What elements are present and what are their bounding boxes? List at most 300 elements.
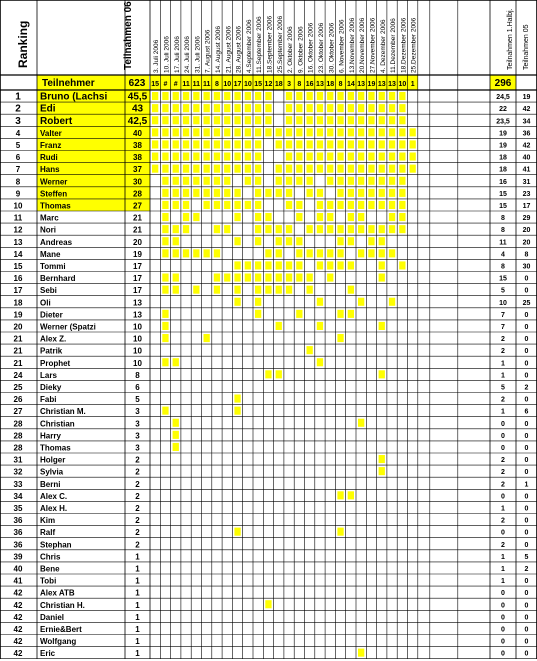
attendance-mark — [296, 249, 302, 257]
attendance-mark — [379, 249, 385, 257]
attendance-mark — [276, 177, 282, 185]
attendance-mark — [162, 189, 168, 197]
attendance-mark — [317, 358, 323, 366]
attendance-mark — [162, 177, 168, 185]
attendance-mark — [337, 201, 343, 209]
attendance-mark — [389, 128, 395, 136]
session-count: # — [163, 81, 168, 88]
date-header: 3. Juli 2006 — [153, 39, 161, 73]
half-year-count: 0 — [501, 614, 505, 622]
prev-year-count: 31 — [522, 178, 531, 186]
attendance-mark — [348, 92, 354, 100]
attendance-mark — [234, 104, 240, 112]
attendance-mark — [379, 261, 385, 269]
half-year-count: 1 — [501, 553, 505, 561]
attendance-mark — [265, 128, 271, 136]
participant-name: Chris — [40, 552, 61, 562]
attendance-mark — [317, 104, 323, 112]
ranking-column-header: Ranking — [16, 20, 30, 68]
attendance-mark — [152, 165, 158, 173]
prev-year-count: 0 — [524, 626, 529, 634]
rank-cell: 25 — [13, 383, 23, 392]
half-year-count: 1 — [501, 360, 505, 368]
session-count: 19 — [367, 81, 376, 88]
attendance-mark — [162, 104, 168, 112]
attendance-mark — [183, 140, 189, 148]
attendance-mark — [265, 225, 271, 233]
attendance-mark — [389, 298, 395, 306]
participant-name: Daniel — [40, 612, 65, 622]
prev-year-count: 0 — [524, 396, 529, 404]
attendance-mark — [348, 140, 354, 148]
attendance-mark — [399, 213, 405, 221]
attendance-mark — [152, 92, 158, 100]
attendance-count: 8 — [135, 370, 140, 380]
attendance-mark — [234, 395, 240, 403]
attendance-mark — [368, 225, 374, 233]
attendance-mark — [368, 128, 374, 136]
attendance-mark — [327, 249, 333, 257]
attendance-mark — [193, 177, 199, 185]
rank-cell: 26 — [13, 395, 23, 405]
attendance-mark — [317, 249, 323, 257]
attendance-mark — [379, 140, 385, 148]
attendance-mark — [379, 153, 385, 161]
prev-year-count: 19 — [522, 94, 531, 102]
rank-cell: 21 — [13, 346, 23, 356]
attendance-mark — [296, 104, 302, 112]
prev-year-count: 0 — [524, 275, 529, 283]
participant-name: Werner — [40, 177, 68, 187]
attendance-mark — [379, 237, 385, 245]
attendance-mark — [296, 128, 302, 136]
attendance-mark — [204, 201, 210, 209]
attendance-mark — [173, 92, 179, 100]
attendance-mark — [296, 261, 302, 269]
attendance-mark — [379, 189, 385, 197]
attendance-mark — [152, 104, 158, 112]
attendance-mark — [307, 92, 313, 100]
attendance-mark — [317, 213, 323, 221]
half-year-count: 0 — [501, 638, 505, 646]
attendance-count: 3 — [135, 443, 140, 453]
attendance-mark — [286, 104, 292, 112]
attendance-mark — [224, 92, 230, 100]
attendance-count: 3 — [135, 431, 140, 441]
rank-cell: 2 — [15, 103, 21, 115]
attendance-mark — [265, 261, 271, 269]
attendance-mark — [183, 165, 189, 173]
rank-cell: 28 — [13, 443, 23, 453]
session-count: 13 — [316, 81, 324, 88]
prev-year-count: 0 — [524, 529, 529, 537]
date-header: 6. November 2006 — [338, 19, 346, 73]
attendance-mark — [162, 322, 168, 330]
half-year-count: 2 — [501, 457, 505, 465]
date-header: 27.November 2006 — [369, 17, 377, 73]
attendance-count: 1 — [135, 649, 140, 659]
attendance-mark — [399, 116, 405, 124]
rank-cell: 42 — [13, 612, 23, 622]
prev-year-count: 2 — [524, 566, 529, 573]
participant-name: Ernie&Bert — [40, 625, 82, 634]
attendance-mark — [399, 128, 405, 136]
prev-year-count: 8 — [524, 251, 529, 259]
attendance-mark — [204, 140, 210, 148]
half-year-count: 19 — [499, 142, 507, 150]
attendance-mark — [162, 153, 168, 161]
attendance-mark — [245, 201, 251, 209]
attendance-mark — [234, 237, 240, 245]
attendance-mark — [379, 128, 385, 136]
attendance-mark — [307, 274, 313, 282]
attendance-mark — [327, 165, 333, 173]
attendance-mark — [399, 153, 405, 161]
attendance-mark — [276, 370, 282, 378]
prev-year-count: 0 — [524, 420, 529, 428]
participant-name: Alex ATB — [40, 588, 75, 598]
date-header: 23. Oktober 2006 — [317, 22, 325, 73]
attendance-mark — [204, 334, 210, 342]
attendance-mark — [379, 165, 385, 173]
half-year-count: 18 — [499, 166, 507, 174]
half-year-count: 2 — [501, 517, 505, 525]
attendance-mark — [214, 128, 220, 136]
attendance-mark — [234, 274, 240, 282]
attendance-mark — [327, 177, 333, 185]
attendance-mark — [224, 140, 230, 148]
rank-cell: 35 — [13, 504, 23, 513]
attendance-mark — [162, 165, 168, 173]
half-year-count: 4 — [501, 251, 505, 259]
attendance-mark — [348, 104, 354, 112]
attendance-mark — [368, 92, 374, 100]
attendance-mark — [193, 189, 199, 197]
attendance-mark — [368, 237, 374, 245]
half-year-count: 1 — [501, 408, 505, 416]
attendance-mark — [399, 165, 405, 173]
attendance-mark — [245, 177, 251, 185]
attendance-mark — [204, 165, 210, 173]
prev-year-count: 0 — [524, 602, 529, 610]
participant-name: Fabi — [40, 395, 57, 405]
attendance-mark — [286, 116, 292, 124]
attendance-mark — [173, 153, 179, 161]
participant-name: Mane — [40, 249, 61, 259]
date-header: 21. August 2006 — [225, 26, 233, 73]
attendance-mark — [224, 153, 230, 161]
attendance-mark — [410, 165, 416, 173]
attendance-mark — [276, 274, 282, 282]
attendance-mark — [162, 128, 168, 136]
attendance-mark — [193, 286, 199, 294]
attendance-count: 2 — [135, 528, 140, 538]
attendance-mark — [286, 261, 292, 269]
attendance-count: 19 — [133, 249, 142, 259]
participant-name: Prophet — [40, 358, 71, 368]
attendance-mark — [276, 189, 282, 197]
rank-cell: 1 — [15, 91, 21, 103]
attendance-mark — [379, 116, 385, 124]
attendance-mark — [317, 128, 323, 136]
attendance-mark — [368, 249, 374, 257]
rank-cell: 40 — [13, 564, 23, 574]
attendance-mark — [162, 140, 168, 148]
rank-cell: 7 — [15, 165, 21, 175]
prev-year-count: 0 — [524, 614, 529, 622]
prev-year-count: 0 — [524, 445, 529, 452]
attendance-mark — [379, 225, 385, 233]
participant-name: Alex H. — [40, 504, 68, 513]
attendance-mark — [317, 261, 323, 269]
attendance-count: 1 — [135, 637, 140, 647]
attendance-mark — [265, 274, 271, 282]
session-count: 11 — [192, 81, 201, 88]
prev-year-count: 42 — [522, 142, 531, 150]
attendance-mark — [265, 370, 271, 378]
session-count: 11 — [182, 81, 190, 88]
attendance-count: 38 — [133, 141, 142, 150]
attendance-mark — [379, 201, 385, 209]
attendance-mark — [286, 177, 292, 185]
attendance-mark — [234, 153, 240, 161]
prev-year-count: 0 — [524, 324, 529, 331]
attendance-mark — [162, 286, 168, 294]
attendance-mark — [204, 249, 210, 257]
attendance-mark — [337, 177, 343, 185]
attendance-mark — [162, 249, 168, 257]
prev-year-count: 0 — [524, 650, 529, 658]
attendance-mark — [183, 213, 189, 221]
participant-name: Alex C. — [40, 491, 68, 501]
attendance-mark — [358, 128, 364, 136]
participant-name: Marc — [40, 213, 59, 223]
attendance-mark — [399, 225, 405, 233]
attendance-mark — [255, 140, 261, 148]
rank-cell: 21 — [13, 358, 23, 368]
attendance-mark — [368, 189, 374, 197]
attendance-mark — [234, 213, 240, 221]
prev-year-count: 25 — [522, 299, 531, 307]
attendance-mark — [162, 358, 168, 366]
attendance-mark — [358, 213, 364, 221]
attendance-count: 10 — [133, 322, 142, 332]
attendance-mark — [296, 213, 302, 221]
date-header: 18.Dezember 2006 — [400, 17, 408, 73]
attendance-mark — [348, 177, 354, 185]
attendance-mark — [307, 286, 313, 294]
attendance-mark — [296, 237, 302, 245]
attendance-mark — [389, 201, 395, 209]
attendance-mark — [389, 225, 395, 233]
attendance-mark — [327, 213, 333, 221]
attendance-mark — [162, 92, 168, 100]
participant-name: Lars — [40, 370, 57, 380]
attendance-mark — [327, 153, 333, 161]
attendance-mark — [173, 165, 179, 173]
session-count: 11 — [202, 81, 211, 88]
attendance-mark — [348, 286, 354, 294]
rank-cell: 12 — [13, 225, 23, 235]
date-header: 4.September 2006 — [245, 19, 253, 73]
attendance-mark — [348, 189, 354, 197]
attendance-mark — [389, 140, 395, 148]
attendance-mark — [337, 189, 343, 197]
date-header: 11.Dezember 2006 — [390, 18, 398, 73]
attendance-count: 1 — [135, 564, 140, 574]
attendance-mark — [399, 177, 405, 185]
half-year-column-header: Teilnahmen 1.Halbj. — [507, 8, 514, 70]
session-count: 14 — [346, 81, 355, 88]
attendance-mark — [214, 116, 220, 124]
attendance-count: 43 — [131, 103, 144, 115]
attendance-mark — [276, 286, 282, 294]
attendance-mark — [255, 310, 261, 318]
session-count: 10 — [223, 81, 232, 88]
participant-name: Alex Z. — [40, 334, 67, 344]
rank-cell: 21 — [13, 334, 23, 344]
attendance-mark — [317, 140, 323, 148]
attendance-count: 10 — [133, 346, 142, 356]
attendance-mark — [337, 310, 343, 318]
attendance-mark — [379, 322, 385, 330]
attendance-mark — [379, 455, 385, 463]
half-year-count: 18 — [499, 154, 507, 162]
attendance-mark — [368, 165, 374, 173]
attendance-mark — [348, 116, 354, 124]
attendance-mark — [173, 104, 179, 112]
session-count: 8 — [338, 81, 343, 88]
half-year-count: 7 — [501, 311, 505, 319]
attendance-mark — [307, 104, 313, 112]
attendance-mark — [358, 177, 364, 185]
attendance-mark — [358, 140, 364, 148]
attendance-mark — [234, 407, 240, 415]
rank-cell: 4 — [15, 128, 21, 138]
attendance-mark — [348, 491, 354, 499]
half-year-count: 0 — [501, 529, 505, 537]
attendance-mark — [358, 92, 364, 100]
attendance-mark — [296, 165, 302, 173]
attendance-mark — [183, 177, 189, 185]
session-count: 16 — [305, 81, 314, 88]
attendance-mark — [327, 128, 333, 136]
attendance-mark — [358, 104, 364, 112]
attendance-mark — [348, 165, 354, 173]
rank-cell: 42 — [13, 649, 23, 659]
attendance-mark — [317, 298, 323, 306]
rank-cell: 11 — [13, 213, 23, 223]
attendance-mark — [286, 128, 292, 136]
session-count: 8 — [214, 81, 219, 88]
attendance-mark — [245, 92, 251, 100]
attendance-mark — [204, 189, 210, 197]
attendance-mark — [183, 249, 189, 257]
attendance-mark — [255, 225, 261, 233]
attendance-mark — [296, 274, 302, 282]
half-year-count: 0 — [501, 420, 505, 428]
rank-cell: 13 — [13, 237, 23, 247]
attendance-mark — [204, 116, 210, 124]
rank-cell: 36 — [13, 540, 23, 550]
attendance-mark — [245, 261, 251, 269]
attendance-mark — [173, 286, 179, 294]
attendance-count: 42,5 — [127, 115, 148, 127]
attendance-mark — [183, 128, 189, 136]
attendance-mark — [286, 92, 292, 100]
attendance-mark — [224, 116, 230, 124]
attendance-mark — [204, 153, 210, 161]
attendance-mark — [296, 140, 302, 148]
participant-name: Holger — [40, 455, 66, 465]
attendance-mark — [358, 249, 364, 257]
attendance-mark — [337, 249, 343, 257]
attendance-mark — [214, 104, 220, 112]
attendance-count: 2 — [135, 455, 140, 465]
attendance-mark — [234, 298, 240, 306]
participant-name: Christian H. — [40, 600, 85, 610]
attendance-count: 6 — [135, 383, 140, 392]
attendance-mark — [337, 92, 343, 100]
attendance-mark — [399, 261, 405, 269]
attendance-mark — [245, 165, 251, 173]
prev-year-count: 0 — [524, 432, 529, 440]
attendance-mark — [389, 189, 395, 197]
attendance-mark — [162, 213, 168, 221]
attendance-count: 1 — [135, 552, 140, 562]
attendance-mark — [255, 165, 261, 173]
attendance-count: 1 — [135, 612, 140, 622]
attendance-mark — [337, 104, 343, 112]
attendance-mark — [276, 261, 282, 269]
attendance-mark — [234, 116, 240, 124]
participant-name: Ralf — [40, 528, 56, 538]
date-header: 18.September 2006 — [266, 15, 274, 73]
attendance-mark — [358, 298, 364, 306]
attendance-mark — [152, 153, 158, 161]
attendance-count: 2 — [135, 491, 140, 501]
half-year-count: 5 — [501, 384, 505, 392]
attendance-mark — [234, 189, 240, 197]
attendance-count: 20 — [133, 237, 142, 247]
attendance-mark — [337, 128, 343, 136]
date-header: 11.September 2006 — [256, 16, 264, 73]
attendance-mark — [307, 153, 313, 161]
attendance-count: 2 — [135, 540, 140, 550]
half-year-count: 11 — [499, 239, 507, 247]
date-header: 31. Juli 2006 — [194, 36, 202, 73]
attendance-mark — [368, 140, 374, 148]
attendance-mark — [183, 153, 189, 161]
attendance-mark — [265, 600, 271, 608]
attendance-count: 1 — [135, 588, 140, 598]
attendance-mark — [255, 92, 261, 100]
attendance-mark — [337, 116, 343, 124]
attendance-mark — [265, 286, 271, 294]
prev-year-count: 0 — [524, 311, 529, 319]
participant-name: Hans — [40, 165, 60, 175]
half-year-count: 10 — [499, 299, 507, 307]
attendance-mark — [245, 116, 251, 124]
attendance-mark — [193, 165, 199, 173]
prev-year-count: 34 — [522, 118, 531, 126]
attendance-mark — [245, 104, 251, 112]
rank-cell: 42 — [13, 588, 23, 598]
attendance-mark — [245, 153, 251, 161]
date-header: 25.Dezember 2006 — [410, 17, 418, 73]
attendance-mark — [389, 177, 395, 185]
attendance-mark — [265, 189, 271, 197]
